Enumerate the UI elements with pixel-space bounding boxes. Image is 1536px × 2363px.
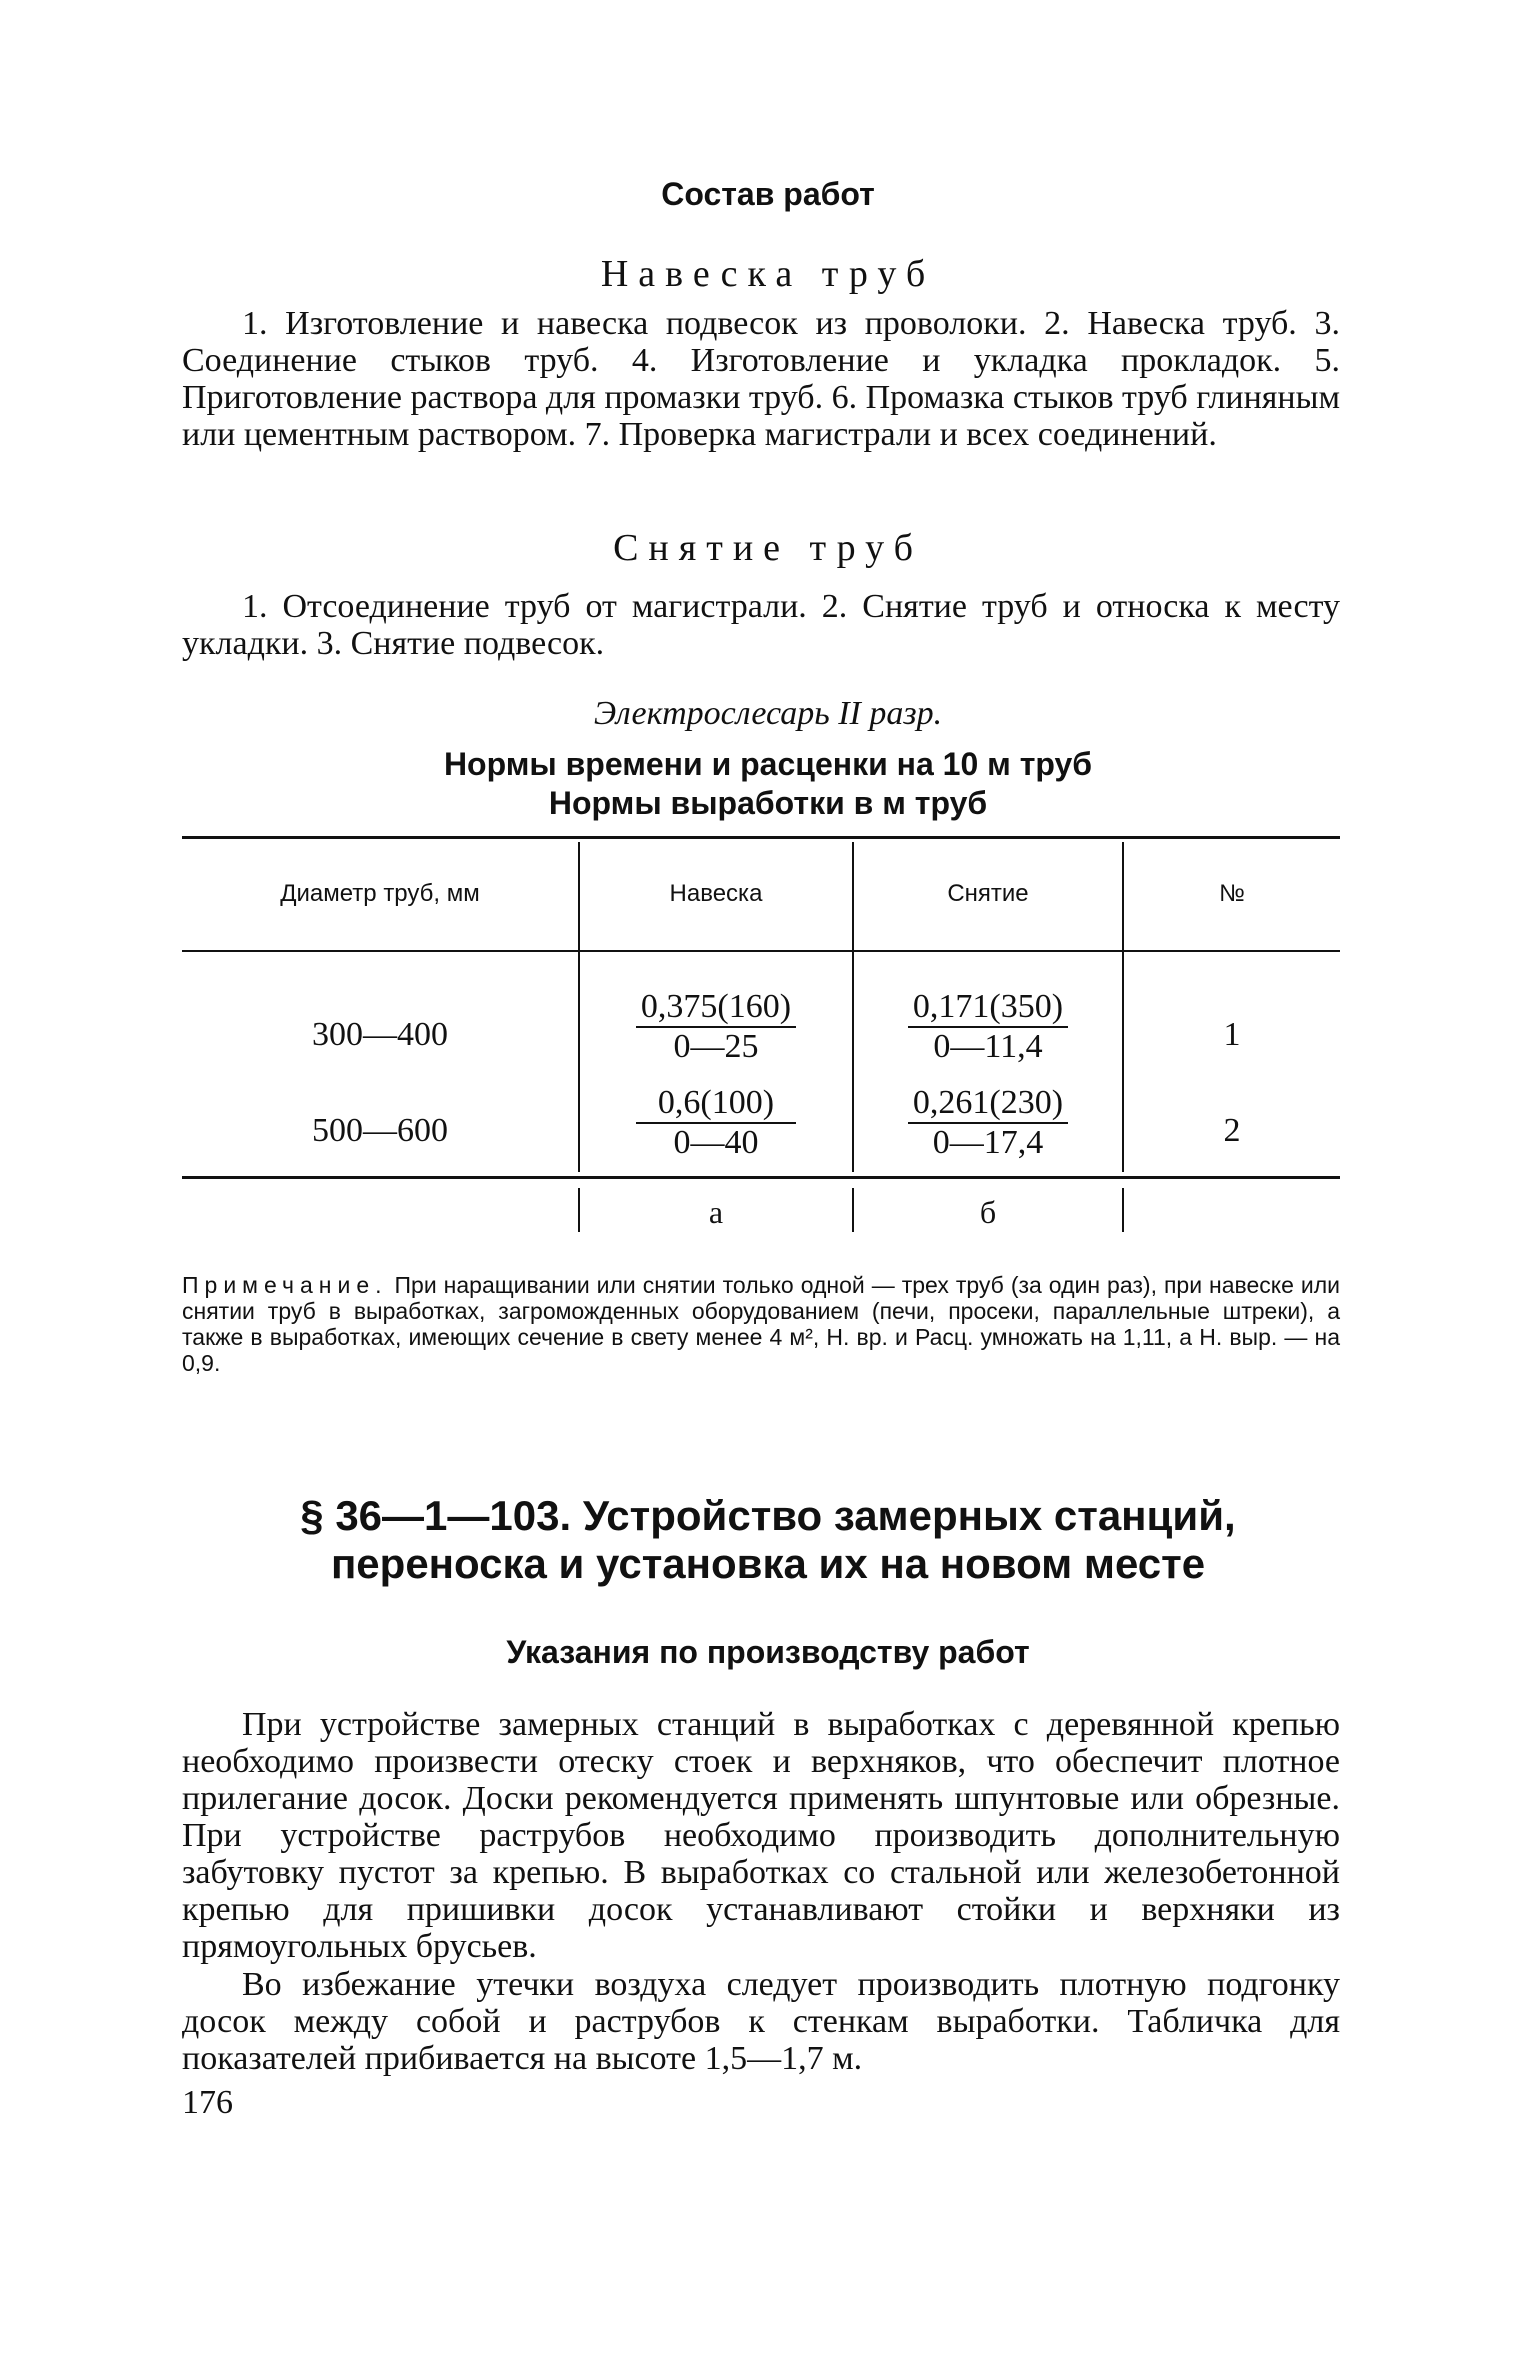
instructions-paragraph-1: При устройстве замерных станций в выработках с деревянной крепью необходимо произвести отеску стоек и верхняков, что обеспечит плотное прилегание досок. Доски рекомендуется применять шпунтовые или обрезные. При устройстве раструбов необходимо производить дополнительную забутовку пустот за крепью. В выработках со стальной или железобетонной крепью для пришивки досок устанавливают стойки и верхняки из прямоугольных брусьев. [182, 1706, 1340, 1965]
table-top-rule [182, 836, 1340, 839]
norms-title-line-1: Нормы времени и расценки на 10 м труб [443, 746, 1093, 782]
header-diameter: Диаметр труб, мм [280, 880, 480, 907]
fraction-numerator: 0,375(160) [640, 988, 792, 1025]
fraction-denominator: 0—40 [636, 1122, 796, 1162]
note-label: Примечание. [182, 1272, 388, 1298]
fraction-numerator: 0,171(350) [912, 988, 1064, 1025]
header-number: № [1219, 880, 1245, 907]
hanging-description: 1. Изготовление и навеска подвесок из проволоки. 2. Навеска труб. 3. Соединение стыков труб. 4. Изготовление и укладка прокладок. 5. Приготовление раствора для промазки труб. 6. Промазка стыков труб глиняным или цементным раствором. 7. Проверка магистрали и всех соединений. [182, 305, 1340, 453]
fraction-numerator: 0,261(230) [912, 1084, 1064, 1121]
instructions-paragraph-2: Во избежание утечки воздуха следует производить плотную подгонку досок между собой и раструбов к стенкам выработки. Табличка для показателей прибивается на высоте 1,5—1,7 м. [182, 1966, 1340, 2077]
fraction-numerator: 0,6(100) [657, 1084, 775, 1121]
note-text: При наращивании или снятии только одной — трех труб (за один раз), при навеске или снятии труб в выработках, загроможденных оборудованием (печи, просеки, параллельные штреки), а также в выработках, имеющих сечение в свету менее 4 м², Н. вр. и Расц. умножать на 1,11, а Н. выр. — на 0,9. [182, 1272, 1340, 1376]
removal-description: 1. Отсоединение труб от магистрали. 2. Снятие труб и относка к месту укладки. 3. Снятие подвесок. [182, 588, 1340, 662]
table-cell-hanging [580, 1084, 852, 1162]
table-cell-diameter: 300—400 [312, 1016, 448, 1053]
worker-grade: Электрослесарь II разр. [593, 695, 943, 732]
fraction-denominator: 0—25 [636, 1026, 796, 1066]
subsection-title-removal: Снятие труб [613, 527, 923, 569]
page-number: 176 [182, 2084, 233, 2121]
column-letter: а [708, 1194, 724, 1230]
table-cell-diameter: 500—600 [312, 1112, 448, 1149]
norms-title-line-2: Нормы выработки в м труб [548, 785, 988, 821]
section-title: Состав работ [661, 176, 875, 212]
header-hanging: Навеска [669, 880, 763, 907]
table-cell-removal [854, 988, 1122, 1066]
subsection-title-hanging: Навеска труб [600, 253, 936, 295]
column-letter: б [979, 1194, 997, 1230]
section-heading-line-2: переноска и установка их на новом месте [330, 1540, 1206, 1587]
table-cell-number: 2 [1223, 1112, 1241, 1149]
section-subtitle: Указания по производству работ [506, 1634, 1030, 1670]
table-header-rule [182, 950, 1340, 952]
section-heading-line-1: § 36—1—103. Устройство замерных станций, [300, 1492, 1236, 1539]
table-cell-hanging [580, 988, 852, 1066]
table-cell-removal [854, 1084, 1122, 1162]
col-divider [1122, 1188, 1124, 1232]
table-cell-number: 1 [1223, 1016, 1241, 1053]
table-note [182, 1272, 1340, 1376]
fraction-denominator: 0—17,4 [908, 1122, 1068, 1162]
header-removal: Снятие [947, 880, 1029, 907]
fraction-denominator: 0—11,4 [908, 1026, 1068, 1066]
table-bottom-rule [182, 1176, 1340, 1179]
